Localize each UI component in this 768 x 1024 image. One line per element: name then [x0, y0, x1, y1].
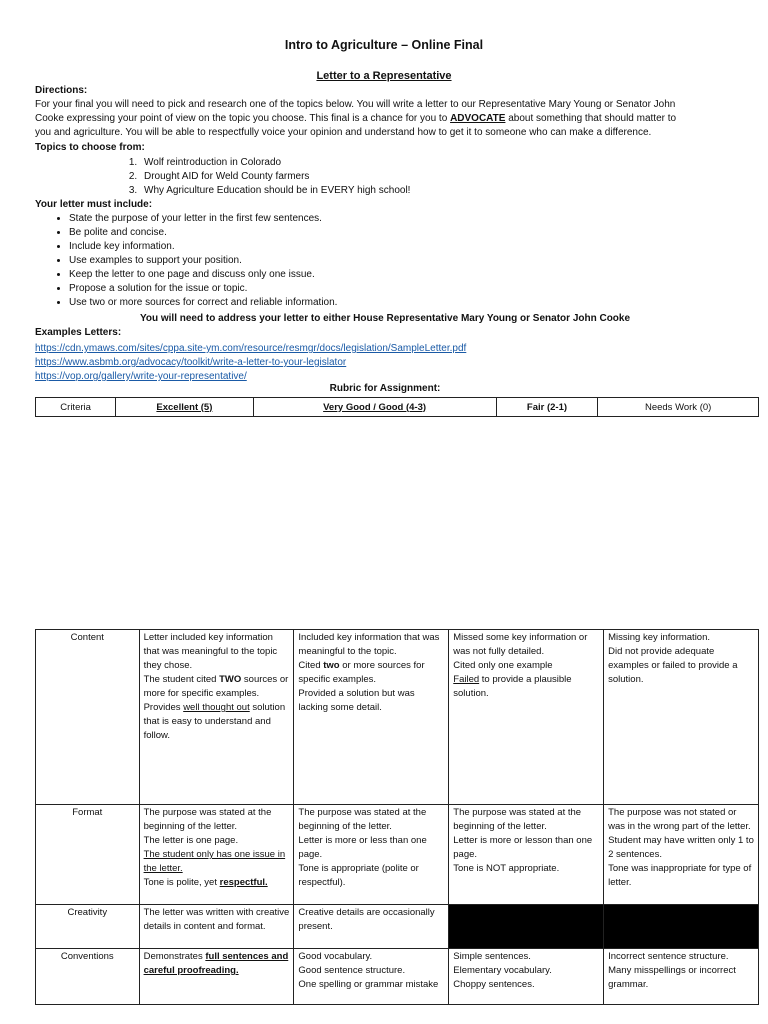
- format-needs-work: The purpose was not stated or was in the wrong part of the letter. Student may have written only 1 to 2 sentences. Tone was inappropriate for type of letter.: [604, 805, 759, 905]
- directions-line-2: Cooke expressing your point of view on the topic you choose. This final is a chance for you to ADVOCATE about something that should matter to: [35, 113, 677, 124]
- rubric-row-content: [36, 630, 759, 805]
- example-links: [35, 340, 466, 382]
- criteria-format: Format: [36, 805, 140, 905]
- creativity-fair-blacked-out: [449, 905, 604, 949]
- page-subtitle: Letter to a Representative: [316, 70, 452, 82]
- directions-label: Directions:: [35, 85, 88, 96]
- rubric-label: Rubric for Assignment:: [329, 383, 441, 394]
- format-fair: The purpose was stated at the beginning of the letter. Letter is more or lesson than one page. Tone is NOT appropriate.: [449, 805, 604, 905]
- creativity-excellent: The letter was written with creative details in content and format.: [139, 905, 294, 949]
- must-include-label: Your letter must include:: [35, 199, 153, 210]
- creativity-needs-work-blacked-out: [604, 905, 759, 949]
- requirement-item: • Use examples to support your position.: [69, 254, 337, 268]
- header-very-good: Very Good / Good (4-3): [253, 398, 496, 417]
- requirement-item: • Keep the letter to one page and discuss only one issue.: [69, 268, 337, 282]
- conventions-good: Good vocabulary. Good sentence structure. One spelling or grammar mistake: [294, 949, 449, 1005]
- example-link-3[interactable]: https://vop.org/gallery/write-your-representative/: [35, 371, 247, 382]
- example-link-1[interactable]: https://cdn.ymaws.com/sites/cppa.site-ym.com/resource/resmgr/docs/legislation/SampleLetter.pdf: [35, 343, 467, 354]
- page-title: Intro to Agriculture – Online Final: [284, 38, 484, 52]
- header-fair: Fair (2-1): [496, 398, 598, 417]
- requirement-item: • Propose a solution for the issue or topic.: [69, 282, 337, 296]
- content-excellent: Letter included key information that was meaningful to the topic they chose. The student cited TWO sources or more for specific examples. Provides well thought out solution that is easy to understand and follow.: [139, 630, 294, 805]
- header-needs-work: Needs Work (0): [598, 398, 759, 417]
- header-excellent: Excellent (5): [116, 398, 253, 417]
- advocate-emphasis: ADVOCATE: [450, 113, 506, 124]
- requirement-item: • State the purpose of your letter in the first few sentences.: [69, 212, 337, 226]
- address-note: You will need to address your letter to either House Representative Mary Young or Senator John Cooke: [139, 313, 631, 324]
- content-needs-work: Missing key information. Did not provide adequate examples or failed to provide a solution.: [604, 630, 759, 805]
- conventions-fair: Simple sentences. Elementary vocabulary. Choppy sentences.: [449, 949, 604, 1005]
- criteria-creativity: Creativity: [36, 905, 140, 949]
- rubric-header-table: [35, 397, 759, 417]
- format-good: The purpose was stated at the beginning of the letter. Letter is more or less than one page. Tone is appropriate (polite or respectful).: [294, 805, 449, 905]
- topic-item: 1. Wolf reintroduction in Colorado: [140, 156, 410, 170]
- rubric-row-conventions: [36, 949, 759, 1005]
- conventions-needs-work: Incorrect sentence structure. Many misspellings or incorrect grammar.: [604, 949, 759, 1005]
- creativity-good: Creative details are occasionally present.: [294, 905, 449, 949]
- rubric-row-format: [36, 805, 759, 905]
- rubric-row-creativity: [36, 905, 759, 949]
- topic-item: 2. Drought AID for Weld County farmers: [140, 170, 410, 184]
- header-criteria: Criteria: [36, 398, 116, 417]
- directions-line-1: For your final you will need to pick and research one of the topics below. You will write a letter to our Representative Mary Young or Senator John: [35, 99, 676, 110]
- requirement-item: • Be polite and concise.: [69, 226, 337, 240]
- requirements-list: [35, 212, 337, 310]
- requirement-item: • Use two or more sources for correct and reliable information.: [69, 296, 337, 310]
- examples-label: Examples Letters:: [35, 327, 122, 338]
- example-link-2[interactable]: https://www.asbmb.org/advocacy/toolkit/write-a-letter-to-your-legislator: [35, 357, 347, 368]
- topic-item: 3. Why Agriculture Education should be in EVERY high school!: [140, 184, 410, 198]
- directions-line-3: you and agriculture. You will be able to respectfully voice your opinion and understand how to get it to someone who can make a difference.: [35, 127, 652, 138]
- content-good: Included key information that was meaningful to the topic. Cited two or more sources for specific examples. Provided a solution but was lacking some detail.: [294, 630, 449, 805]
- conventions-excellent: Demonstrates full sentences and careful proofreading.: [139, 949, 294, 1005]
- content-fair: Missed some key information or was not fully detailed. Cited only one example Failed to provide a plausible solution.: [449, 630, 604, 805]
- topics-label: Topics to choose from:: [35, 142, 145, 153]
- criteria-content: Content: [36, 630, 140, 805]
- format-excellent: The purpose was stated at the beginning of the letter. The letter is one page. The student only has one issue in the letter. Tone is polite, yet respectful.: [139, 805, 294, 905]
- criteria-conventions: Conventions: [36, 949, 140, 1005]
- topics-list: [35, 156, 410, 198]
- requirement-item: • Include key information.: [69, 240, 337, 254]
- rubric-table: [35, 629, 759, 1005]
